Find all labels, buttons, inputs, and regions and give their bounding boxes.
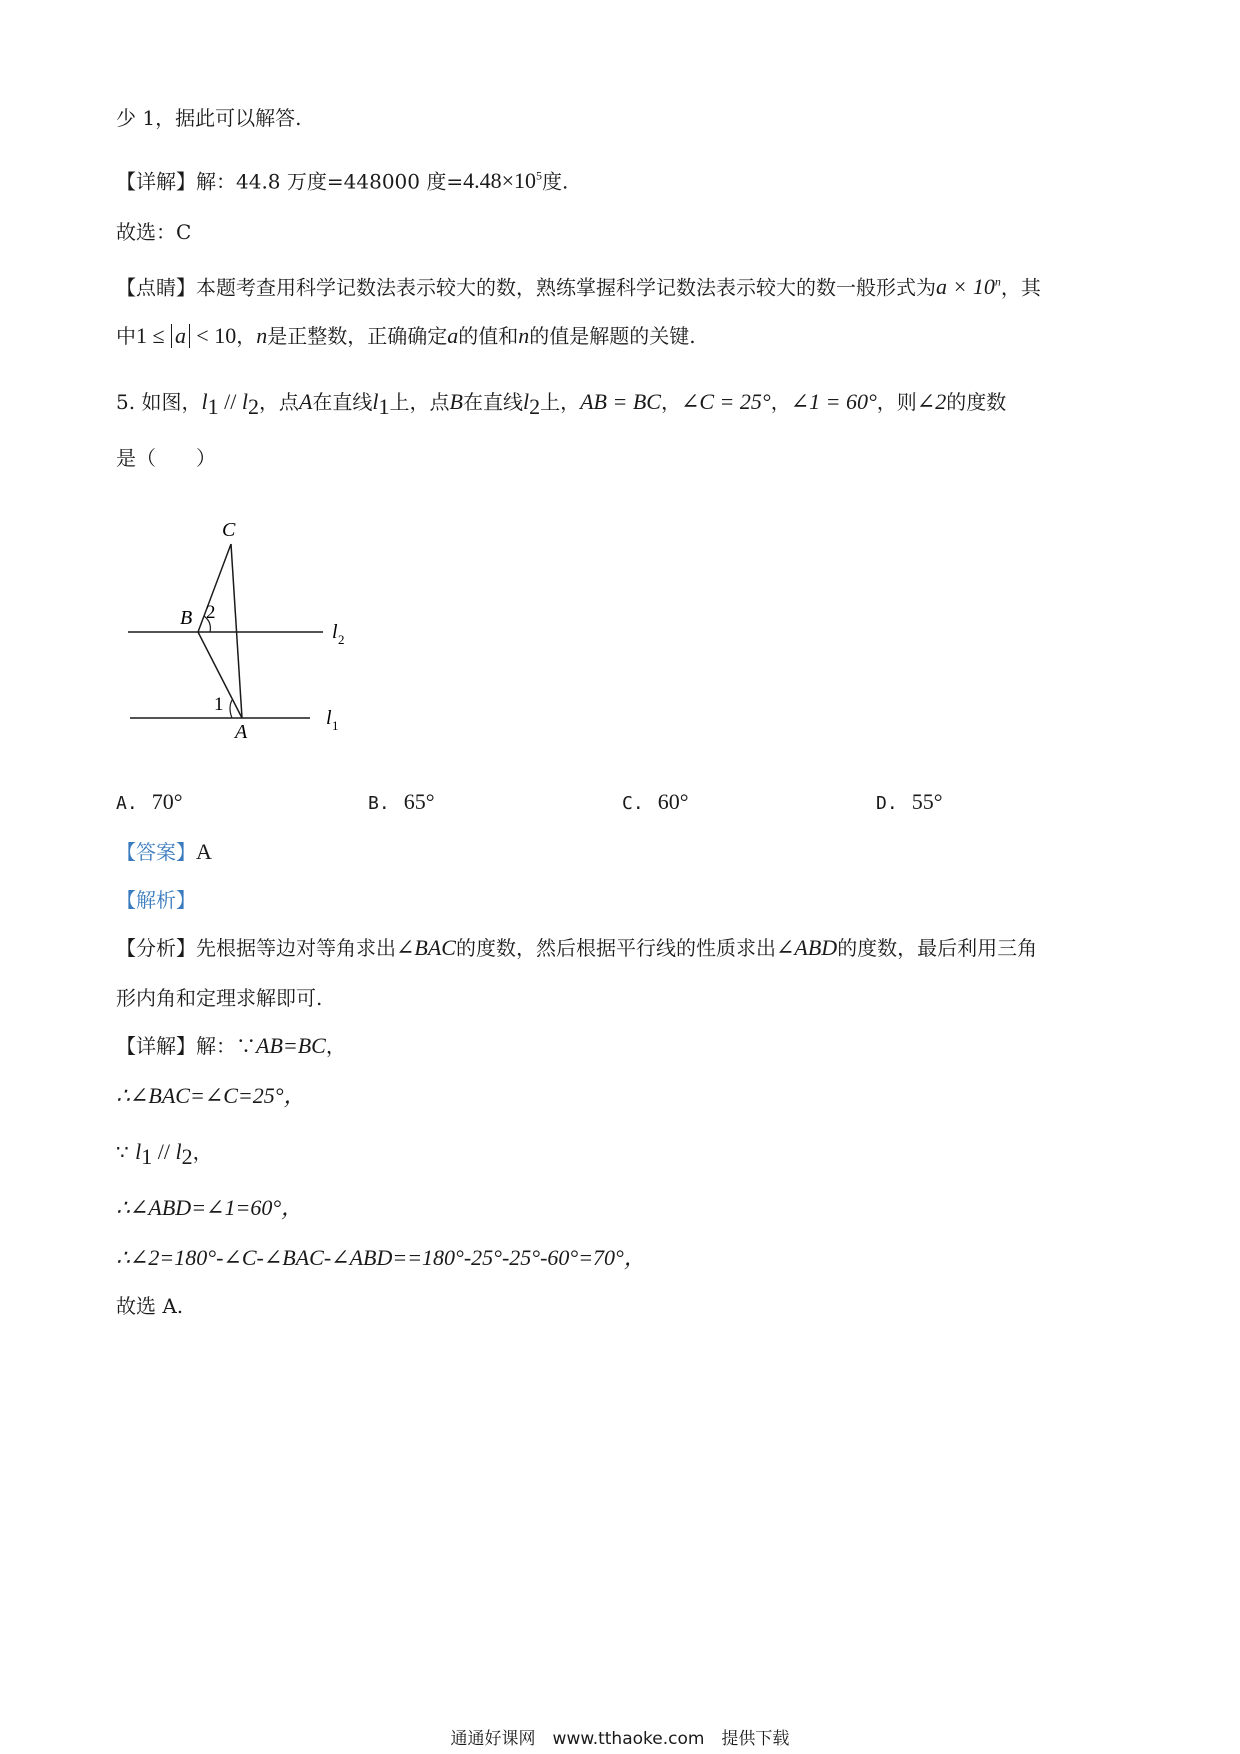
sci-notation: $4.48\times 10^5$: [463, 168, 543, 194]
label-1: 1: [214, 694, 224, 715]
analysis-tag: 【解析】: [116, 888, 196, 912]
angle-1-arc: [230, 700, 232, 718]
solution-line-2: ∴∠BAC=∠C=25°，: [116, 1083, 306, 1108]
page-footer: 通通好课网 www.tthaoke.com 提供下载: [450, 1729, 790, 1749]
option-a: A. 70°: [116, 789, 183, 814]
label-l2-sub: 2: [338, 632, 345, 647]
option-b: B. 65°: [368, 789, 435, 814]
label-l1: l: [326, 707, 332, 729]
choice-line: 故选：C: [116, 220, 192, 244]
question-stem-2: 是（ ）: [116, 446, 216, 470]
answer-line: [116, 838, 212, 866]
analysis-line-2: 形内角和定理求解即可.: [116, 986, 323, 1010]
label-C: C: [222, 519, 236, 541]
label-2: 2: [206, 602, 216, 623]
detail-text: 【详解】解：44.8 万度=448000 度=: [116, 169, 464, 194]
comment-text: 【点睛】本题考查用科学记数法表示较大的数，熟练掌握科学记数法表示较大的数一般形式为: [116, 275, 936, 300]
comment-suffix: ，其: [1000, 275, 1041, 300]
solution-line-3: ∵ $l_1 // l_2$，: [116, 1139, 213, 1169]
option-d: D. 55°: [876, 789, 943, 814]
text-line: 少 1，据此可以解答.: [116, 106, 302, 130]
comment-line: [116, 268, 1041, 301]
label-l2: l: [332, 621, 338, 643]
general-form: $a \times 10^n$: [936, 274, 1001, 300]
analysis-line: 【分析】先根据等边对等角求出∠BAC的度数，然后根据平行线的性质求出∠ABD的度数，最后利用三角: [116, 935, 1038, 960]
label-l1-sub: 1: [332, 718, 339, 733]
solution-line-5: ∴∠2=180°-∠C-∠BAC-∠ABD==180°-25°-25°-60°=70°，: [116, 1245, 646, 1270]
label-A: A: [235, 721, 248, 743]
detail-line: [116, 162, 568, 195]
solution-line-6: 故选 A.: [116, 1294, 184, 1318]
answer-tag: 【答案】: [116, 840, 196, 864]
geometry-figure: [118, 512, 358, 752]
option-c: C. 60°: [622, 789, 689, 814]
label-B: B: [180, 607, 193, 629]
question-stem: 5. 如图，$l_1 // l_2$，点A在直线$l_1$上，点B在直线$l_2$上，AB = BC，∠C = 25°，∠1 = 60°，则∠2的度数: [116, 389, 1007, 419]
solution-line-1: 【详解】解：∵AB=BC，: [116, 1033, 346, 1058]
segment-CA: [231, 544, 242, 718]
abs-a: a: [171, 324, 190, 348]
detail-suffix: 度.: [542, 169, 569, 194]
answer-value: A: [196, 839, 212, 864]
comment-line-2: 中1 ≤ a < 10，n是正整数，正确确定a的值和n的值是解题的关键.: [116, 323, 696, 348]
solution-line-4: ∴∠ABD=∠1=60°，: [116, 1195, 304, 1220]
